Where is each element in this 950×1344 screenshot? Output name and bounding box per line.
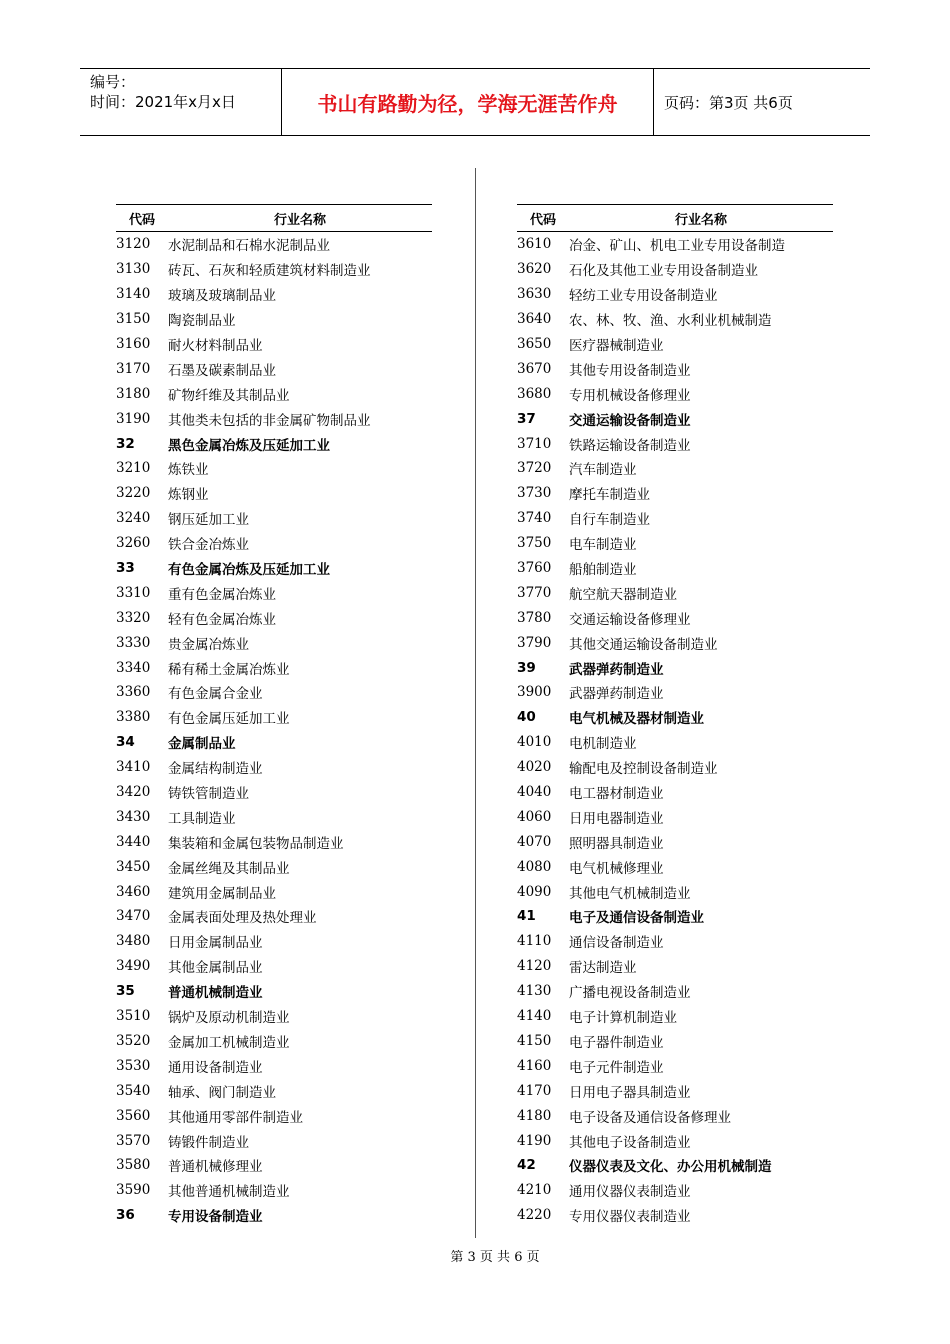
industry-name: 仪器仪表及文化、办公用机械制造 bbox=[569, 1159, 772, 1176]
industry-code: 3170 bbox=[116, 360, 151, 377]
industry-table-left bbox=[116, 204, 432, 1228]
industry-code: 3740 bbox=[517, 510, 552, 527]
table-row bbox=[517, 356, 833, 381]
industry-code: 3330 bbox=[116, 634, 151, 651]
page-footer: 第 3 页 共 6 页 bbox=[450, 1250, 540, 1265]
industry-code: 3380 bbox=[116, 709, 151, 726]
industry-code: 42 bbox=[517, 1157, 536, 1174]
industry-code: 4130 bbox=[517, 983, 552, 1000]
industry-code: 3770 bbox=[517, 584, 552, 601]
header-page-info: 页码：第3页 共6页 bbox=[664, 93, 793, 112]
industry-name: 电气机械修理业 bbox=[569, 860, 664, 877]
table-row bbox=[116, 1103, 432, 1128]
table-row bbox=[517, 879, 833, 904]
industry-name: 矿物纤维及其制品业 bbox=[168, 387, 290, 404]
industry-code: 4120 bbox=[517, 958, 552, 975]
industry-code: 4070 bbox=[517, 833, 552, 850]
table-row bbox=[116, 232, 432, 257]
industry-code: 4010 bbox=[517, 734, 552, 751]
table-row bbox=[116, 1053, 432, 1078]
table-row bbox=[116, 655, 432, 680]
table-row bbox=[116, 829, 432, 854]
table-row bbox=[517, 381, 833, 406]
table-group-row bbox=[116, 431, 432, 456]
industry-code: 3640 bbox=[517, 311, 552, 328]
industry-code: 33 bbox=[116, 560, 135, 577]
industry-name: 通信设备制造业 bbox=[569, 935, 664, 952]
table-header bbox=[116, 204, 432, 232]
table-group-row bbox=[517, 705, 833, 730]
industry-name: 武器弹药制造业 bbox=[569, 686, 664, 703]
table-row bbox=[116, 580, 432, 605]
table-header bbox=[517, 204, 833, 232]
industry-name: 农、林、牧、渔、水利业机械制造 bbox=[569, 313, 772, 330]
industry-name: 雷达制造业 bbox=[569, 960, 637, 977]
industry-name: 玻璃及玻璃制品业 bbox=[168, 288, 276, 305]
header-meta bbox=[80, 69, 282, 135]
industry-code: 35 bbox=[116, 983, 135, 1000]
table-row bbox=[116, 282, 432, 307]
industry-name: 武器弹药制造业 bbox=[569, 661, 664, 678]
table-row bbox=[116, 879, 432, 904]
industry-name: 轴承、阀门制造业 bbox=[168, 1084, 276, 1101]
industry-code: 3430 bbox=[116, 808, 151, 825]
industry-name: 其他电子设备制造业 bbox=[569, 1134, 691, 1151]
industry-name: 通用设备制造业 bbox=[168, 1059, 263, 1076]
document-date: 时间：2021年x月x日 bbox=[90, 93, 236, 111]
industry-code: 3710 bbox=[517, 435, 552, 452]
table-row bbox=[116, 257, 432, 282]
industry-code: 3560 bbox=[116, 1107, 151, 1124]
industry-code: 3450 bbox=[116, 858, 151, 875]
industry-name: 电子设备及通信设备修理业 bbox=[569, 1109, 731, 1126]
industry-code: 3320 bbox=[116, 609, 151, 626]
table-row bbox=[517, 506, 833, 531]
industry-table-right bbox=[517, 204, 833, 1228]
industry-code: 4210 bbox=[517, 1182, 552, 1199]
industry-code: 3140 bbox=[116, 286, 151, 303]
industry-name: 广播电视设备制造业 bbox=[569, 985, 691, 1002]
industry-name: 黑色金属冶炼及压延加工业 bbox=[168, 437, 330, 454]
table-row bbox=[116, 481, 432, 506]
industry-name: 交通运输设备修理业 bbox=[569, 611, 691, 628]
industry-code: 3730 bbox=[517, 485, 552, 502]
industry-name: 电子器件制造业 bbox=[569, 1034, 664, 1051]
table-row bbox=[116, 506, 432, 531]
table-row bbox=[116, 680, 432, 705]
table-row bbox=[517, 556, 833, 581]
industry-name: 水泥制品和石棉水泥制品业 bbox=[168, 238, 330, 255]
industry-code: 3780 bbox=[517, 609, 552, 626]
table-row bbox=[116, 1153, 432, 1178]
table-row bbox=[116, 307, 432, 332]
table-row bbox=[116, 381, 432, 406]
industry-name: 电车制造业 bbox=[569, 537, 637, 554]
table-group-row bbox=[116, 730, 432, 755]
industry-name: 石墨及碳素制品业 bbox=[168, 362, 276, 379]
industry-name: 金属表面处理及热处理业 bbox=[168, 910, 317, 927]
industry-name: 集装箱和金属包装物品制造业 bbox=[168, 835, 344, 852]
industry-code: 3470 bbox=[116, 908, 151, 925]
industry-name: 有色金属冶炼及压延加工业 bbox=[168, 562, 330, 579]
industry-name: 钢压延加工业 bbox=[168, 512, 249, 529]
industry-code: 3440 bbox=[116, 833, 151, 850]
table-group-row bbox=[517, 655, 833, 680]
industry-name: 电子元件制造业 bbox=[569, 1059, 664, 1076]
industry-name: 专用仪器仪表制造业 bbox=[569, 1209, 691, 1226]
industry-name: 其他交通运输设备制造业 bbox=[569, 636, 718, 653]
industry-name: 砖瓦、石灰和轻质建筑材料制造业 bbox=[168, 263, 371, 280]
industry-name: 其他专用设备制造业 bbox=[569, 362, 691, 379]
table-group-row bbox=[517, 406, 833, 431]
industry-code: 3260 bbox=[116, 535, 151, 552]
industry-name: 耐火材料制品业 bbox=[168, 338, 263, 354]
industry-code: 3210 bbox=[116, 460, 151, 477]
industry-code: 4220 bbox=[517, 1207, 552, 1224]
industry-name: 日用电器制造业 bbox=[569, 810, 664, 827]
industry-code: 4110 bbox=[517, 933, 552, 950]
industry-name: 轻纺工业专用设备制造业 bbox=[569, 288, 718, 305]
industry-name: 其他类未包括的非金属矿物制品业 bbox=[168, 412, 371, 429]
industry-code: 3900 bbox=[517, 684, 552, 701]
table-row bbox=[116, 904, 432, 929]
table-row bbox=[116, 456, 432, 481]
header-code: 代码 bbox=[128, 212, 155, 228]
table-row bbox=[517, 282, 833, 307]
industry-name: 贵金属冶炼业 bbox=[168, 636, 249, 653]
industry-code: 4150 bbox=[517, 1032, 552, 1049]
industry-name: 陶瓷制品业 bbox=[168, 313, 236, 330]
table-row bbox=[116, 780, 432, 805]
table-row bbox=[517, 431, 833, 456]
industry-name: 照明器具制造业 bbox=[569, 835, 664, 852]
industry-code: 3760 bbox=[517, 560, 552, 577]
industry-code: 4060 bbox=[517, 808, 552, 825]
industry-name: 其他普通机械制造业 bbox=[168, 1184, 290, 1201]
industry-code: 4040 bbox=[517, 784, 552, 801]
industry-code: 3540 bbox=[116, 1082, 151, 1099]
industry-name: 石化及其他工业专用设备制造业 bbox=[569, 263, 758, 280]
industry-name: 电子及通信设备制造业 bbox=[569, 910, 704, 927]
industry-code: 3670 bbox=[517, 360, 552, 377]
industry-code: 3620 bbox=[517, 261, 552, 278]
industry-name: 锅炉及原动机制造业 bbox=[168, 1010, 290, 1027]
industry-code: 3650 bbox=[517, 336, 552, 352]
industry-name: 铁路运输设备制造业 bbox=[569, 437, 691, 454]
table-row bbox=[517, 854, 833, 879]
industry-code: 4140 bbox=[517, 1008, 552, 1025]
table-row bbox=[517, 605, 833, 630]
industry-name: 专用设备制造业 bbox=[168, 1209, 263, 1226]
industry-code: 34 bbox=[116, 734, 135, 751]
industry-code: 3610 bbox=[517, 236, 552, 253]
industry-code: 4080 bbox=[517, 858, 552, 875]
industry-code: 3480 bbox=[116, 933, 151, 950]
table-row bbox=[517, 804, 833, 829]
industry-name: 有色金属合金业 bbox=[168, 686, 263, 703]
industry-code: 3510 bbox=[116, 1008, 151, 1025]
industry-code: 3310 bbox=[116, 584, 151, 601]
table-group-row bbox=[116, 979, 432, 1004]
industry-name: 工具制造业 bbox=[168, 810, 236, 827]
table-row bbox=[116, 954, 432, 979]
industry-code: 32 bbox=[116, 435, 135, 452]
industry-name: 专用机械设备修理业 bbox=[569, 387, 691, 404]
table-row bbox=[116, 705, 432, 730]
industry-name: 电机制造业 bbox=[569, 736, 637, 753]
industry-code: 4160 bbox=[517, 1057, 552, 1074]
table-row bbox=[517, 1103, 833, 1128]
table-body bbox=[116, 232, 432, 1228]
header-code: 代码 bbox=[529, 212, 556, 228]
industry-name: 金属制品业 bbox=[168, 736, 236, 753]
table-row bbox=[517, 755, 833, 780]
table-row bbox=[116, 854, 432, 879]
industry-name: 汽车制造业 bbox=[569, 462, 637, 479]
table-row bbox=[116, 332, 432, 357]
industry-code: 3180 bbox=[116, 385, 151, 402]
column-divider bbox=[475, 168, 476, 1238]
industry-code: 3520 bbox=[116, 1032, 151, 1049]
industry-name: 其他通用零部件制造业 bbox=[168, 1109, 303, 1126]
industry-code: 3750 bbox=[517, 535, 552, 552]
industry-name: 金属结构制造业 bbox=[168, 761, 263, 778]
industry-name: 电子计算机制造业 bbox=[569, 1010, 677, 1027]
table-row bbox=[517, 1203, 833, 1228]
industry-code: 3590 bbox=[116, 1182, 151, 1199]
industry-code: 40 bbox=[517, 709, 536, 726]
table-row bbox=[517, 780, 833, 805]
header-name: 行业名称 bbox=[674, 212, 727, 228]
industry-code: 37 bbox=[517, 410, 536, 427]
industry-code: 3160 bbox=[116, 336, 151, 352]
industry-name: 金属加工机械制造业 bbox=[168, 1034, 290, 1051]
industry-name: 其他金属制品业 bbox=[168, 960, 263, 977]
industry-name: 建筑用金属制品业 bbox=[168, 885, 276, 902]
industry-name: 铁合金冶炼业 bbox=[168, 537, 249, 554]
industry-code: 4190 bbox=[517, 1132, 552, 1149]
industry-code: 4020 bbox=[517, 759, 552, 776]
table-row bbox=[116, 356, 432, 381]
industry-code: 3220 bbox=[116, 485, 151, 502]
table-row bbox=[517, 1078, 833, 1103]
industry-code: 4170 bbox=[517, 1082, 552, 1099]
industry-name: 电工器材制造业 bbox=[569, 786, 664, 803]
industry-code: 3120 bbox=[116, 236, 151, 253]
industry-code: 4180 bbox=[517, 1107, 552, 1124]
table-row bbox=[517, 332, 833, 357]
industry-name: 日用电子器具制造业 bbox=[569, 1084, 691, 1101]
table-row bbox=[517, 979, 833, 1004]
industry-code: 3150 bbox=[116, 311, 151, 328]
industry-code: 3680 bbox=[517, 385, 552, 402]
industry-code: 3340 bbox=[116, 659, 151, 676]
table-group-row bbox=[116, 556, 432, 581]
table-row bbox=[116, 1029, 432, 1054]
table-row bbox=[517, 307, 833, 332]
table-row bbox=[116, 630, 432, 655]
industry-name: 船舶制造业 bbox=[569, 562, 637, 579]
industry-code: 41 bbox=[517, 908, 536, 925]
industry-name: 通用仪器仪表制造业 bbox=[569, 1184, 691, 1201]
table-row bbox=[116, 531, 432, 556]
table-row bbox=[116, 1178, 432, 1203]
industry-name: 航空航天器制造业 bbox=[569, 586, 677, 603]
table-body bbox=[517, 232, 833, 1228]
table-row bbox=[517, 829, 833, 854]
industry-name: 轻有色金属冶炼业 bbox=[168, 611, 276, 628]
industry-name: 普通机械制造业 bbox=[168, 985, 263, 1002]
table-row bbox=[116, 605, 432, 630]
table-row bbox=[517, 630, 833, 655]
industry-code: 3410 bbox=[116, 759, 151, 776]
table-row bbox=[517, 1029, 833, 1054]
table-row bbox=[116, 1004, 432, 1029]
industry-name: 冶金、矿山、机电工业专用设备制造 bbox=[569, 238, 785, 255]
industry-name: 输配电及控制设备制造业 bbox=[569, 761, 718, 778]
industry-name: 其他电气机械制造业 bbox=[569, 885, 691, 902]
industry-code: 3460 bbox=[116, 883, 151, 900]
table-row bbox=[517, 456, 833, 481]
table-row bbox=[517, 1178, 833, 1203]
industry-code: 3720 bbox=[517, 460, 552, 477]
industry-code: 4090 bbox=[517, 883, 552, 900]
table-row bbox=[517, 1004, 833, 1029]
industry-code: 36 bbox=[116, 1207, 135, 1224]
table-row bbox=[517, 531, 833, 556]
industry-name: 重有色金属冶炼业 bbox=[168, 586, 276, 603]
table-group-row bbox=[517, 1153, 833, 1178]
industry-code: 3190 bbox=[116, 410, 151, 427]
industry-name: 自行车制造业 bbox=[569, 512, 650, 529]
table-row bbox=[116, 1078, 432, 1103]
page-header bbox=[80, 68, 870, 136]
table-row bbox=[517, 730, 833, 755]
industry-code: 3240 bbox=[116, 510, 151, 527]
industry-code: 3630 bbox=[517, 286, 552, 303]
table-row bbox=[517, 232, 833, 257]
industry-code: 3570 bbox=[116, 1132, 151, 1149]
industry-name: 炼铁业 bbox=[168, 462, 209, 479]
header-motto: 书山有路勤为径，学海无涯苦作舟 bbox=[282, 69, 654, 135]
industry-code: 39 bbox=[517, 659, 536, 676]
industry-code: 3490 bbox=[116, 958, 151, 975]
table-row bbox=[517, 954, 833, 979]
table-row bbox=[116, 929, 432, 954]
industry-code: 3790 bbox=[517, 634, 552, 651]
table-row bbox=[116, 406, 432, 431]
table-group-row bbox=[517, 904, 833, 929]
industry-name: 炼钢业 bbox=[168, 487, 209, 504]
table-group-row bbox=[116, 1203, 432, 1228]
table-row bbox=[517, 1128, 833, 1153]
industry-name: 电气机械及器材制造业 bbox=[569, 711, 704, 728]
industry-name: 日用金属制品业 bbox=[168, 935, 263, 952]
industry-name: 摩托车制造业 bbox=[569, 487, 650, 504]
industry-name: 医疗器械制造业 bbox=[569, 338, 664, 354]
industry-code: 3530 bbox=[116, 1057, 151, 1074]
industry-name: 普通机械修理业 bbox=[168, 1159, 263, 1176]
industry-code: 3130 bbox=[116, 261, 151, 278]
table-row bbox=[517, 1053, 833, 1078]
table-row bbox=[517, 929, 833, 954]
table-row bbox=[116, 1128, 432, 1153]
industry-code: 3420 bbox=[116, 784, 151, 801]
table-row bbox=[116, 804, 432, 829]
table-row bbox=[517, 481, 833, 506]
industry-name: 铸锻件制造业 bbox=[168, 1134, 249, 1151]
table-row bbox=[517, 257, 833, 282]
industry-code: 3360 bbox=[116, 684, 151, 701]
industry-name: 交通运输设备制造业 bbox=[569, 412, 691, 429]
table-row bbox=[116, 755, 432, 780]
industry-code: 3580 bbox=[116, 1157, 151, 1174]
industry-name: 有色金属压延加工业 bbox=[168, 711, 290, 728]
table-row bbox=[517, 580, 833, 605]
industry-name: 铸铁管制造业 bbox=[168, 786, 249, 803]
industry-name: 金属丝绳及其制品业 bbox=[168, 860, 290, 877]
table-row bbox=[517, 680, 833, 705]
document-number-label: 编号： bbox=[90, 73, 136, 91]
header-name: 行业名称 bbox=[273, 212, 326, 228]
industry-name: 稀有稀土金属冶炼业 bbox=[168, 661, 290, 678]
